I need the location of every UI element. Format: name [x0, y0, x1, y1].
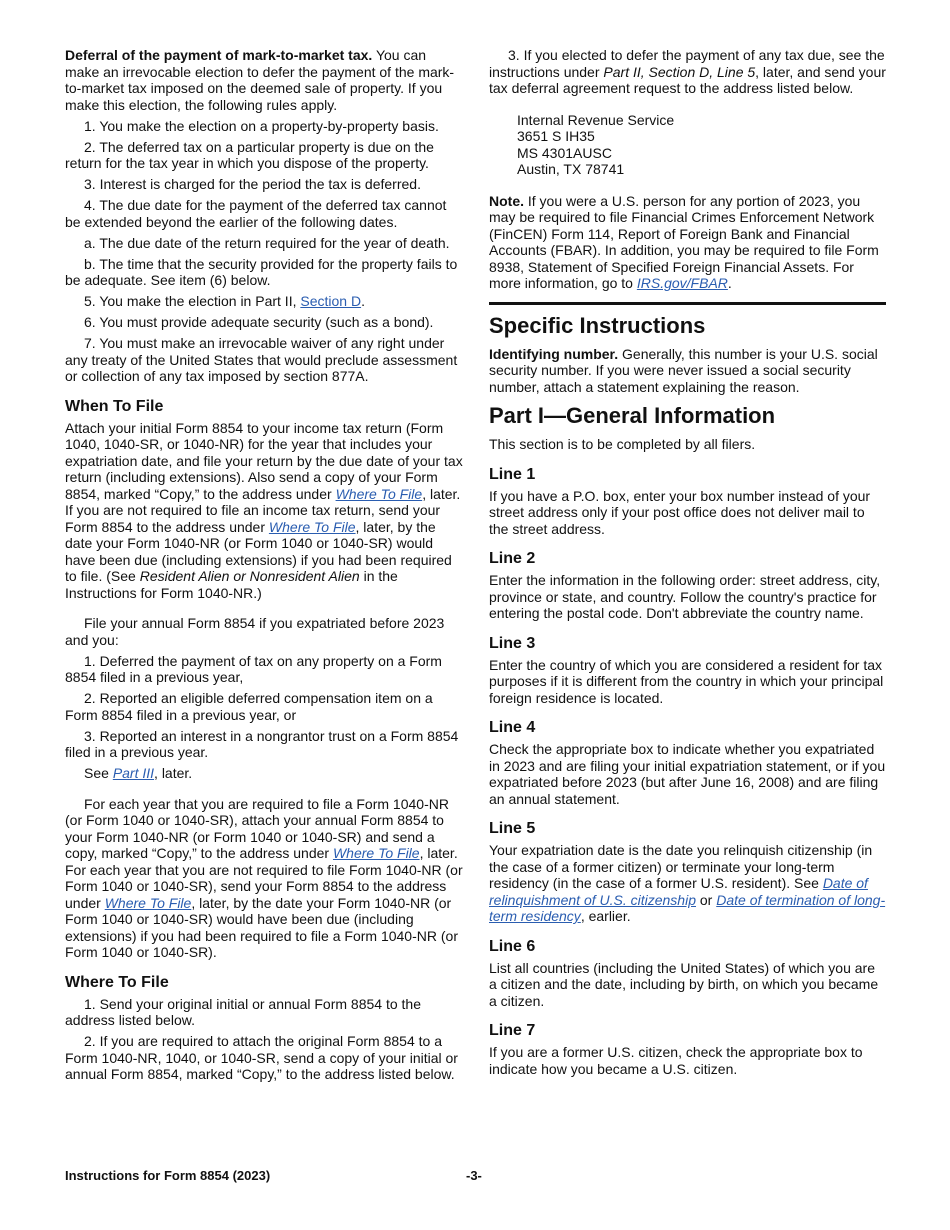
text: b. The time that the security provided for the property fails to be adequate. See item (6) below. [65, 255, 458, 288]
text: 3. If you elected to defer the payment of any tax due, see the instructions under [489, 47, 885, 80]
paragraph [489, 1044, 886, 1077]
heading-specific-instructions: Specific Instructions [489, 312, 706, 338]
paragraph [65, 256, 463, 289]
link-where-to-file[interactable]: Where To File [332, 845, 420, 861]
paragraph [65, 420, 463, 602]
text: 2. The deferred tax on a particular property is due on the return for the tax year in which you dispose of the property. [65, 138, 434, 171]
left-column [65, 47, 463, 1087]
text: 5. You make the election in Part II, [84, 293, 301, 309]
heading-line-4: Line 4 [489, 719, 536, 736]
text: 3. Reported an interest in a nongrantor trust on a Form 8854 filed in a previous year. [65, 727, 459, 760]
paragraph [65, 615, 463, 648]
heading-line-1: Line 1 [489, 465, 536, 483]
text: , later, and send your tax deferral agreement request to the address listed below. [489, 63, 886, 96]
heading-line-5: Line 5 [489, 820, 536, 837]
paragraph [489, 842, 886, 925]
heading-when-to-file: When To File [65, 397, 164, 415]
text: or [696, 891, 717, 908]
paragraph [65, 728, 463, 761]
section-divider [489, 302, 886, 305]
heading-part-i-general-information: Part I—General Information [489, 403, 776, 428]
heading-line-7: Line 7 [489, 1022, 536, 1039]
paragraph [489, 193, 886, 292]
link-where-to-file[interactable]: Where To File [104, 894, 192, 911]
text: a. The due date of the return required for the year of death. [84, 234, 450, 251]
text: 2. Reported an eligible deferred compensation item on a Form 8854 filed in a previous year, or [65, 690, 433, 723]
text: , later. For each year that you are not required to file Form 1040-NR (or Form 1040 or 1040-SR), send your Form 8854 to the address under [65, 845, 463, 911]
text: in the Instructions for Form 1040-NR.) [65, 568, 398, 601]
text: 1. Send your original initial or annual Form 8854 to the address listed below. [65, 995, 421, 1028]
heading-line-6: Line 6 [489, 937, 536, 955]
lead-in-heading: Note. [489, 192, 524, 209]
paragraph [65, 118, 463, 135]
paragraph [65, 765, 463, 782]
address-line: 3651 S IH35 [517, 128, 595, 144]
text: Attach your initial Form 8854 to your income tax return (Form 1040, 1040-SR, or 1040-NR) for the year that includes your expatriation date, and file your return by the due date of your tax return (including extensions). Also send a copy of your Form 8854, marked “Copy,” to the address under [65, 419, 463, 502]
paragraph [489, 488, 886, 538]
paragraph [65, 335, 463, 385]
link-part-iii[interactable]: Part III [112, 765, 155, 781]
text: 7. You must make an irrevocable waiver of any right under any treaty of the United States that would preclude assessment or collection of any tax imposed by section 877A. [65, 335, 458, 384]
text: , earlier. [580, 908, 631, 924]
paragraph [489, 47, 886, 97]
paragraph [489, 960, 886, 1010]
paragraph [65, 139, 463, 172]
paragraph [489, 572, 886, 622]
text: . [727, 275, 732, 291]
lead-in-heading: Identifying number. [489, 345, 619, 362]
text: Generally, this number is your U.S. social security number. If you were never issued a social security number, attach a statement explaining the reason. [489, 345, 878, 395]
text: This section is to be completed by all filers. [489, 436, 756, 452]
footer-form-title: Instructions for Form 8854 (2023) [65, 1168, 271, 1183]
link-date-of-relinquishment-of-u-s-citizenship[interactable]: Date of relinquishment of U.S. citizenship [489, 875, 868, 908]
right-column [489, 47, 886, 1082]
paragraph [489, 657, 886, 707]
address-line: Austin, TX 78741 [517, 161, 625, 177]
heading-where-to-file: Where To File [65, 973, 169, 991]
paragraph [65, 314, 463, 331]
text: , later, by the date your Form 1040-NR (or Form 1040 or 1040-SR) would have been due (including extensions) if you had been required to file a Form 1040-NR (or Form 1040 or 1040-SR). [65, 894, 458, 960]
text: If you have a P.O. box, enter your box number instead of your street address only if your post office does not deliver mail to the street address. [489, 487, 871, 537]
paragraph [489, 436, 886, 453]
mailing-address [517, 112, 886, 178]
text: , later. [154, 765, 193, 781]
text: . [361, 293, 365, 309]
text: 1. You make the election on a property-by-property basis. [84, 117, 439, 134]
paragraph [65, 1033, 463, 1083]
heading-line-3: Line 3 [489, 634, 536, 652]
paragraph [65, 796, 463, 961]
text: 4. The due date for the payment of the deferred tax cannot be extended beyond the earlier of the following dates. [65, 197, 447, 230]
paragraph [489, 346, 886, 396]
text: See [84, 765, 113, 781]
text: 6. You must provide adequate security (such as a bond). [84, 314, 434, 330]
text: Enter the information in the following order: street address, city, province or state, and country. Follow the country's practice for entering the postal code. Don't abbreviate the country name. [489, 572, 881, 621]
link-date-of-termination-of-long-term-residency[interactable]: Date of termination of long-term residency [489, 891, 886, 924]
text: Part II, Section D, Line 5 [603, 63, 756, 80]
paragraph [65, 653, 463, 686]
address-line: MS 4301AUSC [517, 144, 612, 161]
paragraph [65, 47, 463, 113]
text: You can make an irrevocable election to defer the payment of the mark-to-market tax imposed on the deemed sale of property. If you make this election, the following rules apply. [65, 47, 455, 113]
link-section-d[interactable]: Section D [300, 293, 362, 309]
paragraph [65, 996, 463, 1029]
text: 3. Interest is charged for the period the tax is deferred. [84, 176, 421, 192]
text: 2. If you are required to attach the original Form 8854 to a Form 1040-NR, 1040, or 1040-SR, send a copy of your initial or annual Form 8854, marked “Copy,” to the address listed below. [65, 1033, 458, 1082]
text: 1. Deferred the payment of tax on any property on a Form 8854 filed in a previous year, [65, 652, 442, 685]
lead-in-heading: Deferral of the payment of mark-to-market tax. [65, 47, 373, 63]
paragraph [65, 235, 463, 252]
text: Your expatriation date is the date you relinquish citizenship (in the case of a former citizen) or terminate your long-term residency (in the case of a former U.S. resident). See [489, 842, 873, 891]
heading-line-2: Line 2 [489, 550, 536, 567]
paragraph [65, 197, 463, 230]
text: Resident Alien or Nonresident Alien [139, 568, 360, 584]
link-where-to-file[interactable]: Where To File [335, 485, 423, 502]
paragraph [65, 293, 463, 310]
text: If you were a U.S. person for any portion of 2023, you may be required to file Financial Crimes Enforcement Network (FinCEN) Form 114, Report of Foreign Bank and Financial Accounts (FBAR). In addition, you may be required to file Form 8938, Statement of Specified Foreign Financial Assets. For more information, go to [489, 192, 879, 291]
text: , later. If you are not required to file an income tax return, send your Form 8854 to the address under [65, 485, 461, 535]
link-where-to-file[interactable]: Where To File [268, 518, 356, 535]
paragraph [65, 690, 463, 723]
text: If you are a former U.S. citizen, check the appropriate box to indicate how you became a U.S. citizen. [489, 1044, 863, 1077]
text: List all countries (including the United States) of which you are a citizen and the date, including by birth, on which you became a citizen. [489, 959, 879, 1009]
text: Check the appropriate box to indicate whether you expatriated in 2023 and are filing your initial expatriation statement, or if you expatriated before 2023 (but after June 16, 2008) and are filing an annual statement. [489, 741, 886, 807]
text: For each year that you are required to file a Form 1040-NR (or Form 1040 or 1040-SR), attach your annual Form 8854 to your Form 1040-NR (or Form 1040 or 1040-SR) and send a copy, marked “Copy,” to the address under [65, 795, 449, 861]
text: Enter the country of which you are considered a resident for tax purposes if it is different from the country in which your principal foreign residence is located. [489, 656, 884, 706]
text: , later, by the date your Form 1040-NR (or Form 1040 or 1040-SR) would have been due (including extensions) if you had been required to file. (See [65, 518, 452, 584]
paragraph [489, 741, 886, 807]
text: File your annual Form 8854 if you expatriated before 2023 and you: [65, 615, 445, 648]
address-line: Internal Revenue Service [517, 111, 675, 128]
link-irs-gov-fbar[interactable]: IRS.gov/FBAR [636, 275, 728, 291]
page-number: -3- [466, 1168, 482, 1183]
paragraph [65, 176, 463, 193]
